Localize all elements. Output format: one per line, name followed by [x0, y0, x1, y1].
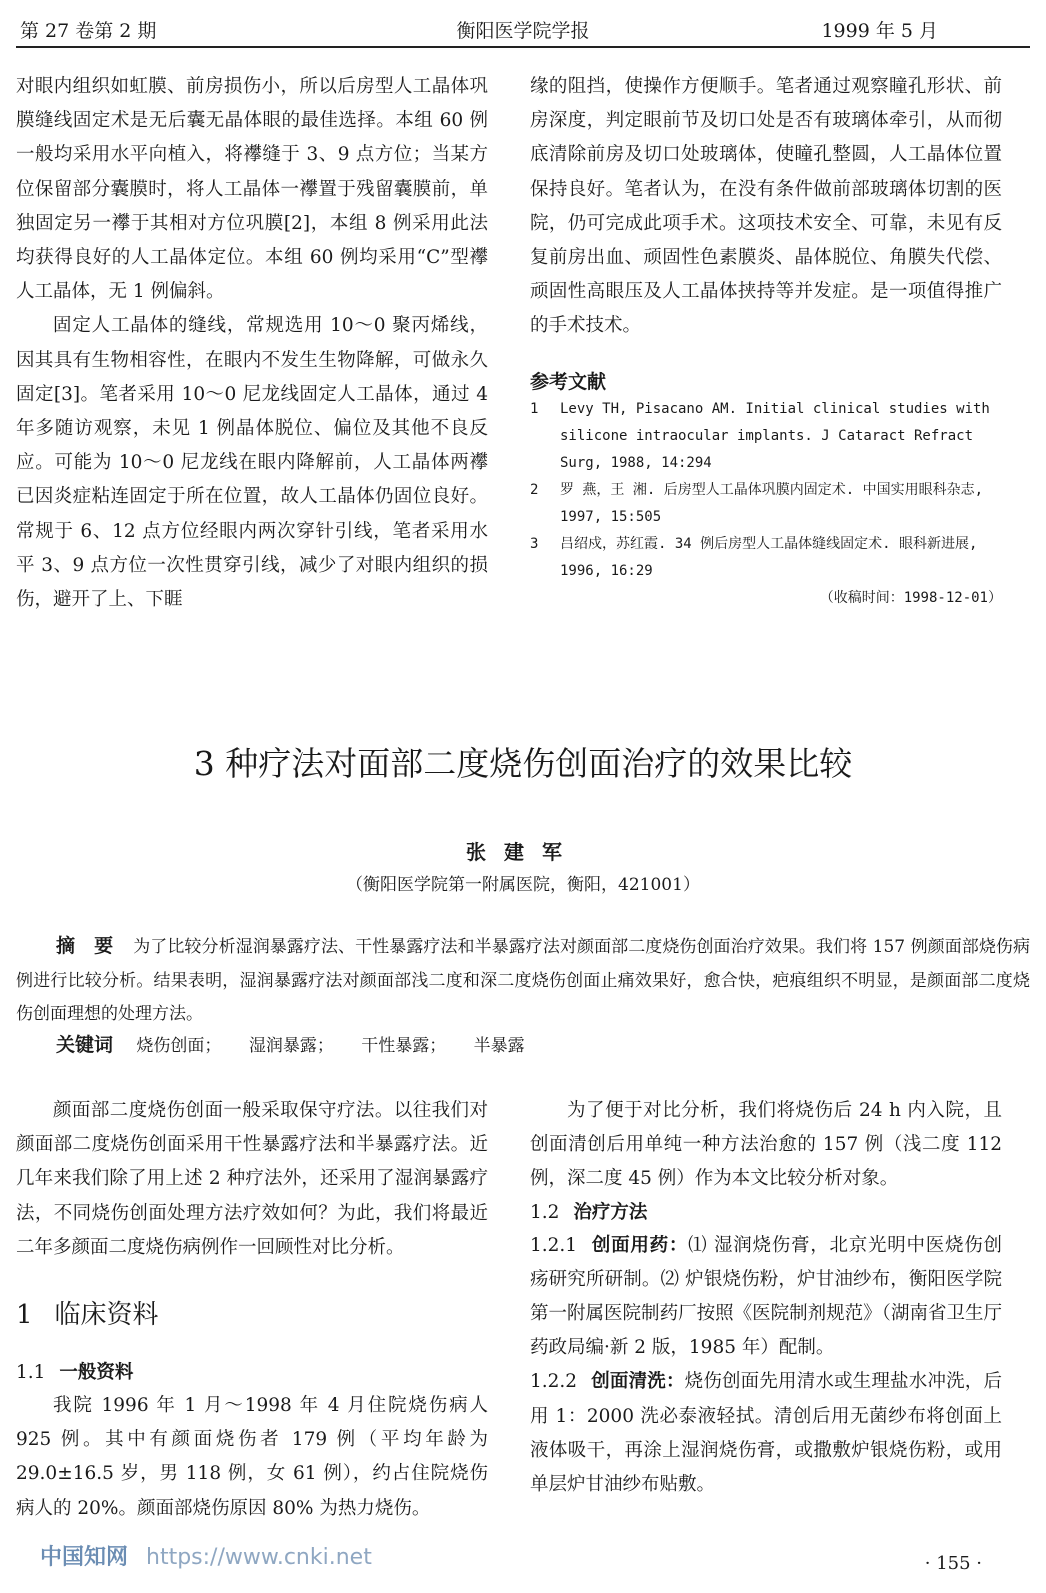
section-heading	[16, 1295, 488, 1335]
reference-number: 1	[530, 400, 539, 417]
keywords-label: 关键词	[56, 1034, 114, 1056]
subsection-number: 1.2	[530, 1201, 560, 1223]
abstract-label: 摘 要	[56, 935, 114, 957]
subsubsection-paragraph	[530, 1229, 1002, 1366]
references-heading: 参考文献	[530, 370, 607, 393]
issue-date: 1999 年 5 月	[821, 20, 938, 42]
subsubsection-text: 烧伤创面先用清水或生理盐水冲洗，后用 1：2000 洗必泰液轻拭。清创后用无菌纱布将创面上液体吸干，再涂上湿润烧伤膏，或撒敷炉银烧伤粉，或用单层炉甘油纱布贴敷。	[530, 1371, 1002, 1496]
prev-article-right-column	[530, 70, 1002, 611]
prev-paragraph: 缘的阻挡，使操作方便顺手。笔者通过观察瞳孔形状、前房深度，判定眼前节及切口处是否有玻璃体牵引，从而彻底清除前房及切口处玻璃体，使瞳孔整圆，人工晶体位置保持良好。笔者认为，在没有条件做前部玻璃体切割的医院，仍可完成此项手术。这项技术安全、可靠，未见有反复前房出血、顽固性色素膜炎、晶体脱位、角膜失代偿、顽固性高眼压及人工晶体挟持等并发症。是一项值得推广的手术技术。	[530, 76, 1002, 337]
subsubsection-text: ⑴ 湿润烧伤膏，北京光明中医烧伤创疡研究所研制。⑵ 炉银烧伤粉，炉甘油纱布，衡阳医学院第一附属医院制药厂按照《医院制剂规范》（湖南省卫生厅药政局编·新 2 版，1985 年）配制。	[530, 1234, 1002, 1359]
prev-paragraph: 固定人工晶体的缝线，常规选用 10～0 聚丙烯线，因其具有生物相容性，在眼内不发生生物降解，可做永久固定[3]。笔者采用 10～0 尼龙线固定人工晶体，通过 4 年多随访观察，未见 1 例晶体脱位、偏位及其他不良反应。可能为 10～0 尼龙线在眼内降解前，人工晶体两襻已因炎症粘连固定于所在位置，故人工晶体仍固位良好。常规于 6、12 点方位经眼内两次穿针引线，笔者采用水平 3、9 点方位一次性贯穿引线，减少了对眼内组织的损伤，避开了上、下睚	[16, 315, 488, 611]
subsubsection-number: 1.2.1	[530, 1234, 578, 1256]
watermark-site: 中国知网	[40, 1545, 129, 1570]
subsubsection-title: 创面清洗：	[591, 1371, 685, 1393]
body-left-column	[16, 1094, 488, 1526]
abstract	[16, 930, 1030, 1032]
abstract-text: 为了比较分析湿润暴露疗法、干性暴露疗法和半暴露疗法对颜面部二度烧伤创面治疗效果。我们将 157 例颜面部烧伤病例进行比较分析。结果表明，湿润暴露疗法对颜面部浅二度和深二度烧伤创面止痛效果好，愈合快，疤痕组织不明显，是颜面部二度烧伤创面理想的处理方法。	[16, 937, 1030, 1024]
journal-name: 衡阳医学院学报	[456, 20, 590, 42]
body-paragraph: 我院 1996 年 1 月～1998 年 4 月住院烧伤病人 925 例。其中有颜面烧伤者 179 例（平均年龄为 29.0±16.5 岁，男 118 例，女 61 例），约占住院烧伤病人的 20%。颜面部烧伤原因 80% 为热力烧伤。	[16, 1395, 488, 1519]
page-number: · 155 ·	[924, 1553, 982, 1574]
reference-text: 吕绍戍，苏红霞. 34 例后房型人工晶体缝线固定术. 眼科新进展, 1996, 16:29	[560, 535, 978, 579]
body-right-column	[530, 1094, 1002, 1502]
keyword: 湿润暴露；	[248, 1036, 334, 1056]
prev-paragraph: 对眼内组织如虹膜、前房损伤小，所以后房型人工晶体巩膜缝线固定术是无后囊无晶体眼的最佳选择。本组 60 例一般均采用水平向植入，将襻缝于 3、9 点方位；当某方位保留部分囊膜时，将人工晶体一襻置于残留囊膜前，单独固定另一襻于其相对方位巩膜[2]，本组 8 例采用此法均获得良好的人工晶体定位。本组 60 例均采用“C”型襻人工晶体，无 1 例偏斜。	[16, 76, 488, 303]
reference-number: 3	[530, 535, 539, 552]
watermark-url: https://www.cnki.net	[146, 1545, 372, 1570]
reference-item	[530, 531, 1002, 585]
reference-item	[530, 477, 1002, 531]
keyword: 半暴露	[473, 1036, 525, 1056]
article-author: 张建军	[466, 840, 580, 864]
keyword: 干性暴露；	[361, 1036, 447, 1056]
cnki-watermark	[40, 1540, 372, 1571]
reference-text: Levy TH, Pisacano AM. Initial clinical studies with silicone intraocular implants. J Cataract Refract Surg, 1988, 14:294	[560, 400, 990, 471]
reference-number: 2	[530, 481, 539, 498]
subsection-title: 治疗方法	[573, 1201, 648, 1223]
keyword: 烧伤创面；	[136, 1036, 222, 1056]
reference-text: 罗 燕，王 湘. 后房型人工晶体巩膜内固定术. 中国实用眼科杂志, 1997, 15:505	[560, 481, 983, 525]
volume-issue: 第 27 卷第 2 期	[20, 20, 157, 42]
reference-item	[530, 396, 1002, 477]
intro-paragraph: 颜面部二度烧伤创面一般采取保守疗法。以往我们对颜面部二度烧伤创面采用干性暴露疗法和半暴露疗法。近几年来我们除了用上述 2 种疗法外，还采用了湿润暴露疗法，不同烧伤创面处理方法疗效如何？为此，我们将最近二年多颜面二度烧伤病例作一回顾性对比分析。	[16, 1100, 488, 1258]
running-header	[16, 16, 1030, 48]
section-title: 临床资料	[54, 1300, 159, 1331]
article-title: 3 种疗法对面部二度烧伤创面治疗的效果比较	[193, 744, 853, 783]
section-number: 1	[16, 1300, 33, 1331]
author-affiliation: （衡阳医学院第一附属医院，衡阳，421001）	[346, 875, 700, 895]
keywords	[56, 1030, 547, 1061]
received-date: （收稿时间：1998-12-01）	[819, 589, 1002, 606]
subsection-number: 1.1	[16, 1362, 46, 1384]
subsection-heading	[530, 1197, 1002, 1229]
subsubsection-title: 创面用药：	[591, 1234, 689, 1256]
subsubsection-number: 1.2.2	[530, 1371, 578, 1393]
subsection-heading	[16, 1357, 488, 1389]
subsubsection-paragraph	[530, 1365, 1002, 1502]
subsection-title: 一般资料	[59, 1362, 134, 1384]
prev-article-left-column	[16, 70, 488, 617]
body-paragraph: 为了便于对比分析，我们将烧伤后 24 h 内入院，且创面清创后用单纯一种方法治愈的 157 例（浅二度 112 例，深二度 45 例）作为本文比较分析对象。	[530, 1100, 1002, 1190]
